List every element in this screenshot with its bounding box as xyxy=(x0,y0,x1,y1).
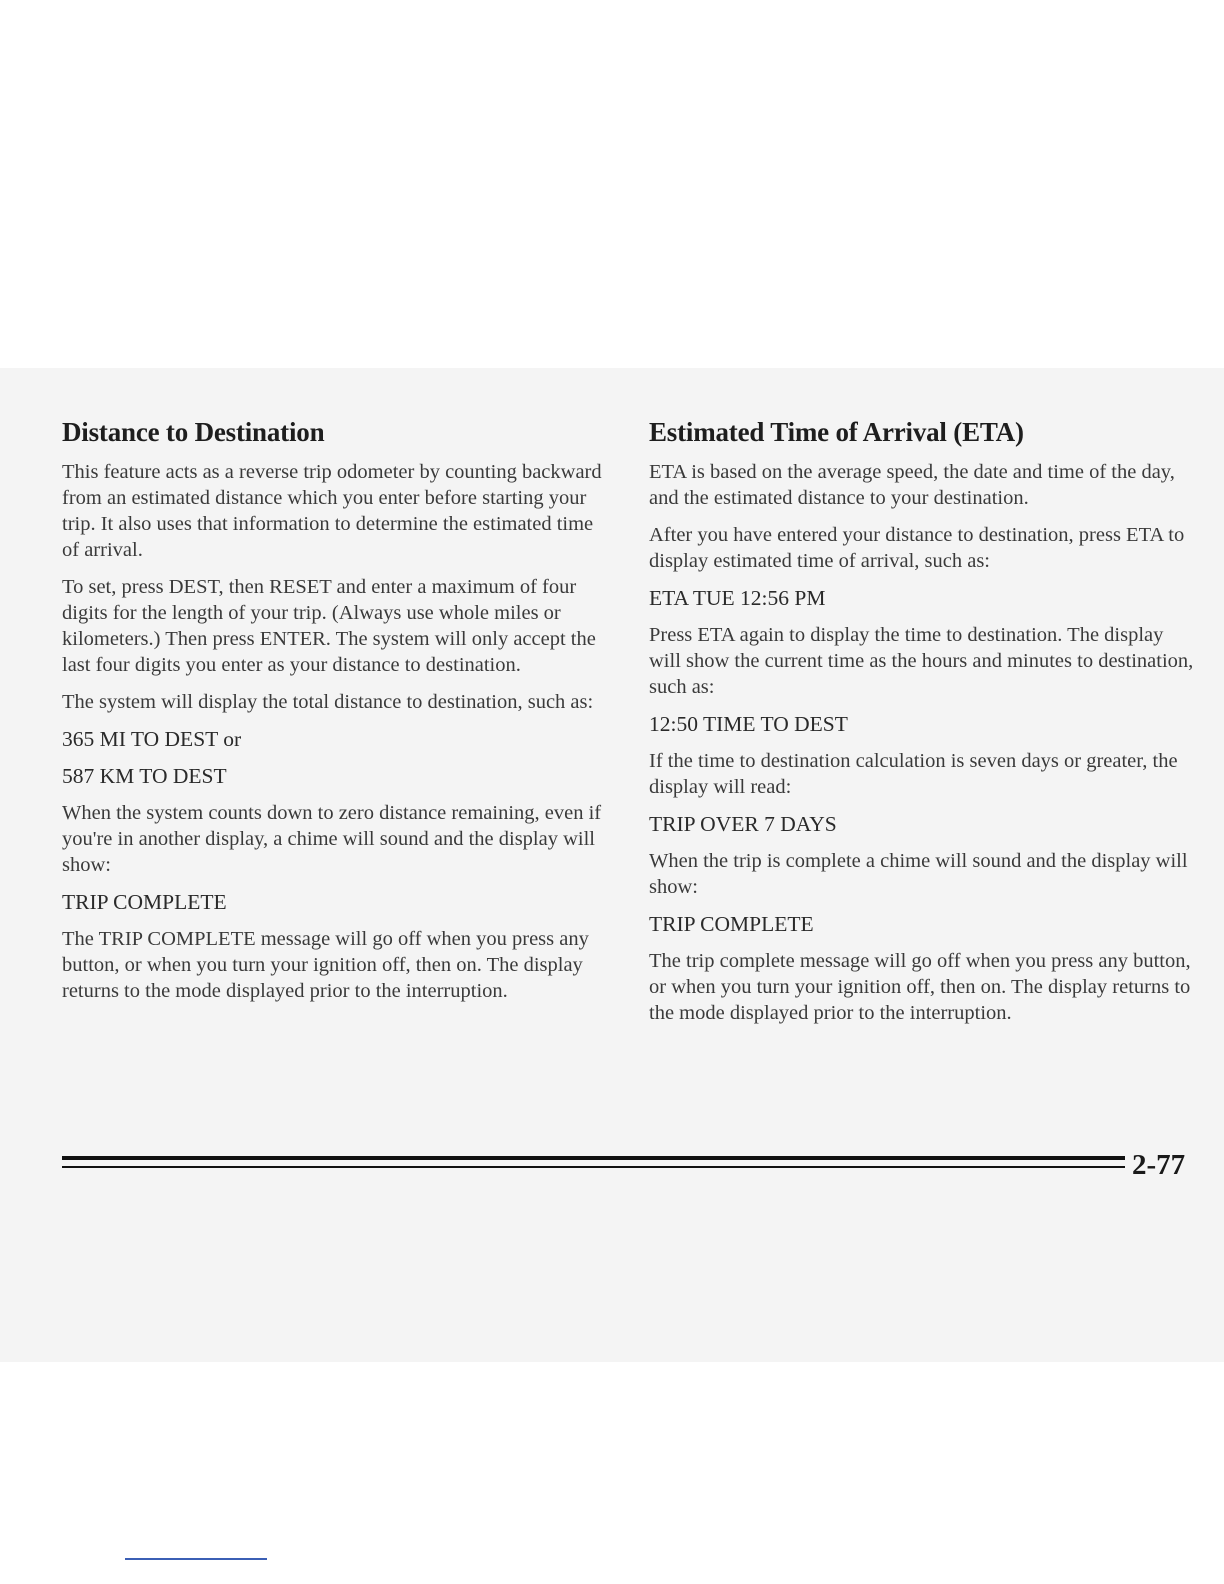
display-message: TRIP COMPLETE xyxy=(62,890,227,914)
section-heading: Distance to Destination xyxy=(62,417,325,447)
body-paragraph: This feature acts as a reverse trip odometer by counting backward from an estimated distance which you enter before starting your trip. It also uses that information to determine the estimated time of arrival. xyxy=(62,461,602,561)
distance-to-destination-section xyxy=(62,415,612,1015)
display-message: 365 MI TO DEST or xyxy=(62,727,242,751)
display-message: ETA TUE 12:56 PM xyxy=(649,586,826,610)
display-message: TRIP OVER 7 DAYS xyxy=(649,812,837,836)
body-paragraph: Press ETA again to display the time to destination. The display will show the current time as the hours and minutes to destination, such as: xyxy=(649,624,1194,698)
body-paragraph: To set, press DEST, then RESET and enter a maximum of four digits for the length of your trip. (Always use whole miles or kilometers.) Then press ENTER. The system will only accept the last four digits you enter as your distance to destination. xyxy=(62,576,596,676)
display-message: 587 KM TO DEST xyxy=(62,764,227,788)
body-paragraph: When the system counts down to zero distance remaining, even if you're in another display, a chime will sound and the display will show: xyxy=(62,802,602,876)
body-paragraph: If the time to destination calculation is seven days or greater, the display will read: xyxy=(649,750,1178,798)
page-number: 2-77 xyxy=(1132,1149,1186,1181)
body-paragraph: The trip complete message will go off when you press any button, or when you turn your ignition off, then on. The display returns to the mode displayed prior to the interruption. xyxy=(649,950,1191,1024)
section-heading: Estimated Time of Arrival (ETA) xyxy=(649,417,1024,447)
footer-link-underline xyxy=(125,1558,267,1560)
body-paragraph: When the trip is complete a chime will sound and the display will show: xyxy=(649,850,1188,898)
display-message: TRIP COMPLETE xyxy=(649,912,814,936)
display-message: 12:50 TIME TO DEST xyxy=(649,712,848,736)
body-paragraph: After you have entered your distance to destination, press ETA to display estimated time of arrival, such as: xyxy=(649,524,1185,572)
body-paragraph: The system will display the total distance to destination, such as: xyxy=(62,691,594,713)
body-paragraph: The TRIP COMPLETE message will go off when you press any button, or when you turn your ignition off, then on. The display returns to the mode displayed prior to the interruption. xyxy=(62,928,589,1002)
footer-rule-thin xyxy=(62,1166,1125,1168)
footer-rule-thick xyxy=(62,1156,1125,1160)
body-paragraph: ETA is based on the average speed, the date and time of the day, and the estimated distance to your destination. xyxy=(649,461,1175,509)
eta-section xyxy=(649,415,1194,1037)
